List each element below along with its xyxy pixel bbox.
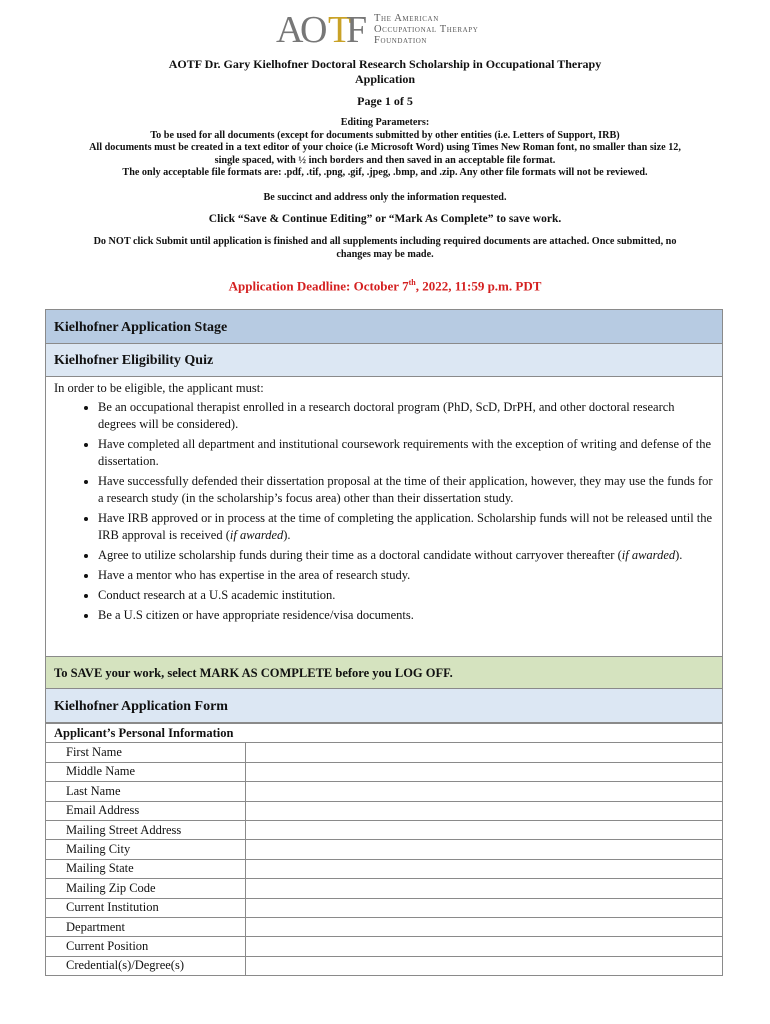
save-banner-text: To SAVE your work, select MARK AS COMPLETE before you LOG OFF. [54, 666, 453, 680]
field-label: Mailing Zip Code [46, 879, 246, 898]
title-line-2: Application [354, 72, 415, 86]
institution-field[interactable] [246, 898, 723, 917]
title-line-1: AOTF Dr. Gary Kielhofner Doctoral Research Scholarship in Occupational Therapy [168, 57, 602, 71]
application-stage-title: Kielhofner Application Stage [54, 320, 228, 335]
application-stage-header [45, 309, 723, 344]
field-label: Current Institution [46, 898, 246, 917]
eligibility-list [54, 399, 714, 624]
middle-name-field[interactable] [246, 762, 723, 781]
first-name-field[interactable] [246, 743, 723, 762]
personal-info-table [45, 723, 723, 976]
last-name-field[interactable] [246, 782, 723, 801]
department-field[interactable] [246, 917, 723, 936]
editing-parameters [30, 117, 740, 180]
field-label: Mailing Street Address [46, 820, 246, 839]
deadline-time: , 2022, 11:59 p.m. PDT [415, 278, 542, 294]
table-row [46, 801, 723, 820]
params-line: single spaced, with ½ inch borders and then saved in an acceptable file format. [214, 154, 556, 166]
list-item: • Conduct research at a U.S academic institution. [98, 587, 714, 604]
document-title [40, 57, 730, 87]
state-field[interactable] [246, 859, 723, 878]
aotf-logo-mark [276, 8, 372, 48]
field-label: Mailing State [46, 859, 246, 878]
params-line: To be used for all documents (except for documents submitted by other entities (i.e. Letters of Support, IRB) [150, 129, 620, 141]
field-label: Email Address [46, 801, 246, 820]
table-row [46, 859, 723, 878]
submit-warning-line: Do NOT click Submit until application is finished and all supplements including required documents are attached. Once submitted, no [93, 236, 677, 247]
list-item: • Be a U.S citizen or have appropriate residence/visa documents. [98, 607, 714, 624]
application-deadline [40, 278, 730, 294]
table-row [46, 782, 723, 801]
list-item: • Have completed all department and institutional coursework requirements with the exception of writing and defense of the dissertation. [98, 436, 714, 470]
logo-line-2: Occupational Therapy [374, 24, 479, 35]
submit-warning-line: changes may be made. [336, 248, 434, 260]
zip-code-field[interactable] [246, 879, 723, 898]
aotf-logo [276, 8, 506, 48]
table-row [46, 956, 723, 975]
field-label: Middle Name [46, 762, 246, 781]
page-indicator: Page 1 of 5 [357, 94, 413, 108]
list-item-close: ). [675, 548, 683, 562]
field-label: Mailing City [46, 840, 246, 859]
deadline-ordinal: th [408, 278, 416, 287]
list-item: • Have successfully defended their dissertation proposal at the time of their application, however, they may use the funds for a research study (in the scholarship’s focus area) other than their dissertation study. [98, 473, 714, 507]
succinct-note: Be succinct and address only the information requested. [263, 192, 507, 203]
table-row [46, 820, 723, 839]
deadline-text: Application Deadline: October 7 [228, 278, 409, 294]
list-item-close: ). [283, 528, 291, 542]
params-heading: Editing Parameters: [340, 117, 430, 128]
list-item-text: Agree to utilize scholarship funds during their time as a doctoral candidate without carryover thereafter ( [98, 548, 622, 562]
table-row [46, 762, 723, 781]
svg-text:A: A [276, 9, 304, 48]
svg-text:O: O [300, 9, 328, 48]
logo-wordmark [374, 13, 478, 46]
list-item [98, 510, 714, 544]
eligibility-quiz-title: Kielhofner Eligibility Quiz [54, 353, 214, 368]
email-field[interactable] [246, 801, 723, 820]
field-label: Last Name [46, 782, 246, 801]
logo-line-1: The American [374, 13, 439, 24]
logo-line-3: Foundation [374, 35, 428, 46]
personal-info-subhead: Applicant’s Personal Information [46, 724, 723, 743]
list-item: • Have a mentor who has expertise in the area of research study. [98, 567, 714, 584]
save-banner [45, 656, 723, 689]
eligibility-quiz-header [45, 343, 723, 377]
params-line: All documents must be created in a text editor of your choice (i.e Microsoft Word) using Times New Roman font, no smaller than size 12, [89, 142, 681, 154]
table-row [46, 898, 723, 917]
list-item [98, 547, 714, 564]
table-row [46, 840, 723, 859]
table-row [46, 879, 723, 898]
eligibility-intro: In order to be eligible, the applicant must: [54, 381, 264, 395]
field-label: Current Position [46, 937, 246, 956]
position-field[interactable] [246, 937, 723, 956]
list-item-text: Have IRB approved or in process at the time of completing the application. Scholarship funds will not be released until the IRB approval is received ( [98, 511, 713, 542]
table-row [46, 724, 723, 743]
city-field[interactable] [246, 840, 723, 859]
field-label: First Name [46, 743, 246, 762]
application-form-header [45, 688, 723, 723]
submit-warning [52, 236, 718, 261]
save-instructions: Click “Save & Continue Editing” or “Mark As Complete” to save work. [208, 213, 562, 225]
if-awarded-text: if awarded [621, 548, 676, 562]
if-awarded-text: if awarded [229, 528, 284, 542]
params-line: The only acceptable file formats are: .pdf, .tif, .png, .gif, .jpeg, .bmp, and .zip. Any other file formats will not be reviewed. [122, 167, 648, 179]
field-label: Credential(s)/Degree(s) [46, 956, 246, 975]
list-item: • Be an occupational therapist enrolled in a research doctoral program (PhD, ScD, DrPH, and other doctoral research degrees will be considered). [98, 399, 714, 433]
field-label: Department [46, 917, 246, 936]
table-row [46, 937, 723, 956]
table-row [46, 743, 723, 762]
street-address-field[interactable] [246, 820, 723, 839]
svg-text:T: T [328, 9, 352, 48]
svg-text:F: F [346, 9, 368, 48]
application-form-title: Kielhofner Application Form [54, 699, 228, 714]
credentials-field[interactable] [246, 956, 723, 975]
table-row [46, 917, 723, 936]
eligibility-criteria [45, 376, 723, 657]
